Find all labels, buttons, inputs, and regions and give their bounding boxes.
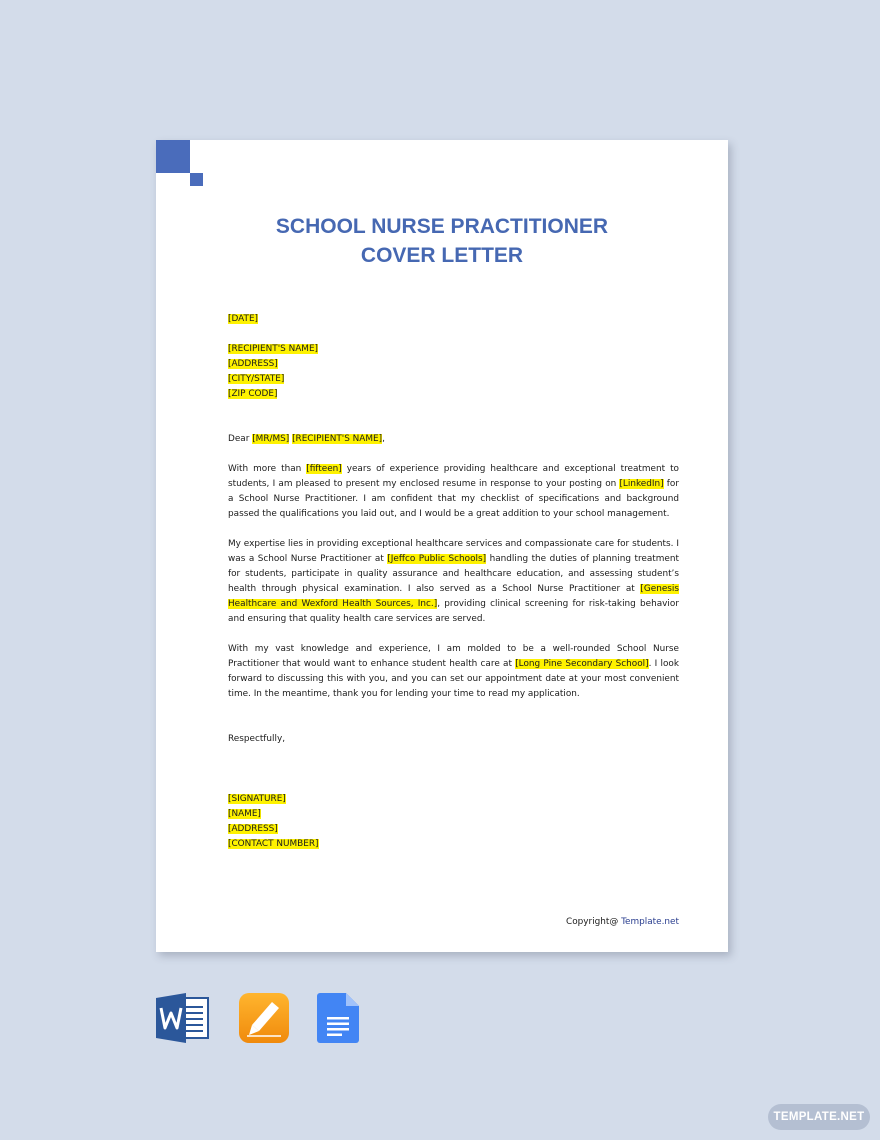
salutation-title: [MR/MS] bbox=[252, 434, 290, 444]
employer-placeholder-2: [Genesis Healthcare and Wexford Health Sources, Inc.] bbox=[228, 584, 679, 609]
paragraph-2: My expertise lies in providing exceptional healthcare services and compassionate care for students. I was a School Nurse Practitioner at [Jeffco Public Schools] handling the duties of planning treatment for students, participate in quality assurance and healthcare education, and assessing student’s health through physical examination. I also served as a School Nurse Practitioner at [Genesis Healthcare and Wexford Health Sources, Inc.], providing clinical screening for risk-taking behavior and ensuring that quality health care services are served. bbox=[228, 539, 679, 624]
copyright-notice: Copyright@ Template.net bbox=[566, 917, 679, 927]
paragraph-1: With more than [fifteen] years of experience providing healthcare and exceptional treatment to students, I am pleased to present my enclosed resume in response to your posting on [LinkedIn] for a School Nurse Practitioner. I am confident that my checklist of specifications and background passed the qualifications you laid out, and I would be a great addition to your school management. bbox=[228, 464, 679, 519]
letter-body bbox=[228, 312, 679, 852]
google-docs-icon[interactable] bbox=[317, 993, 359, 1043]
title-line-1: SCHOOL NURSE PRACTITIONER bbox=[275, 215, 609, 238]
recipient-city-state: [CITY/STATE] bbox=[228, 374, 285, 384]
address-placeholder: [ADDRESS] bbox=[228, 824, 278, 834]
date-placeholder: [DATE] bbox=[228, 314, 259, 324]
word-icon[interactable] bbox=[156, 993, 210, 1043]
years-placeholder: [fifteen] bbox=[306, 464, 342, 474]
copyright-site: Template.net bbox=[621, 917, 679, 927]
recipient-zip: [ZIP CODE] bbox=[228, 389, 278, 399]
recipient-name: [RECIPIENT'S NAME] bbox=[228, 344, 319, 354]
document-title bbox=[156, 212, 728, 270]
title-line-2: COVER LETTER bbox=[360, 244, 524, 267]
recipient-address: [ADDRESS] bbox=[228, 359, 278, 369]
paragraph-3: With my vast knowledge and experience, I am molded to be a well-rounded School Nurse Practitioner that would want to enhance student health care at [Long Pine Secondary School]. I look forward to discussing this with you, and you can set our appointment date at your most convenient time. In the meantime, thank you for lending your time to read my application. bbox=[228, 644, 679, 699]
recipient-block bbox=[228, 342, 679, 402]
school-placeholder: [Long Pine Secondary School] bbox=[515, 659, 649, 669]
signature-placeholder: [SIGNATURE] bbox=[228, 794, 286, 804]
template-net-badge[interactable]: TEMPLATE.NET bbox=[768, 1104, 870, 1130]
closing: Respectfully, bbox=[228, 734, 286, 744]
signature-block bbox=[228, 792, 679, 852]
pages-icon[interactable] bbox=[239, 993, 289, 1043]
date-line bbox=[228, 312, 679, 327]
salutation: Dear [MR/MS] [RECIPIENT'S NAME], bbox=[228, 434, 385, 444]
source-placeholder: [LinkedIn] bbox=[619, 479, 664, 489]
salutation-name: [RECIPIENT'S NAME] bbox=[292, 434, 383, 444]
corner-square-large bbox=[156, 140, 190, 173]
employer-placeholder-1: [Jeffco Public Schools] bbox=[387, 554, 487, 564]
name-placeholder: [NAME] bbox=[228, 809, 261, 819]
corner-square-small bbox=[190, 173, 203, 186]
letter-page bbox=[156, 140, 728, 952]
contact-placeholder: [CONTACT NUMBER] bbox=[228, 839, 319, 849]
